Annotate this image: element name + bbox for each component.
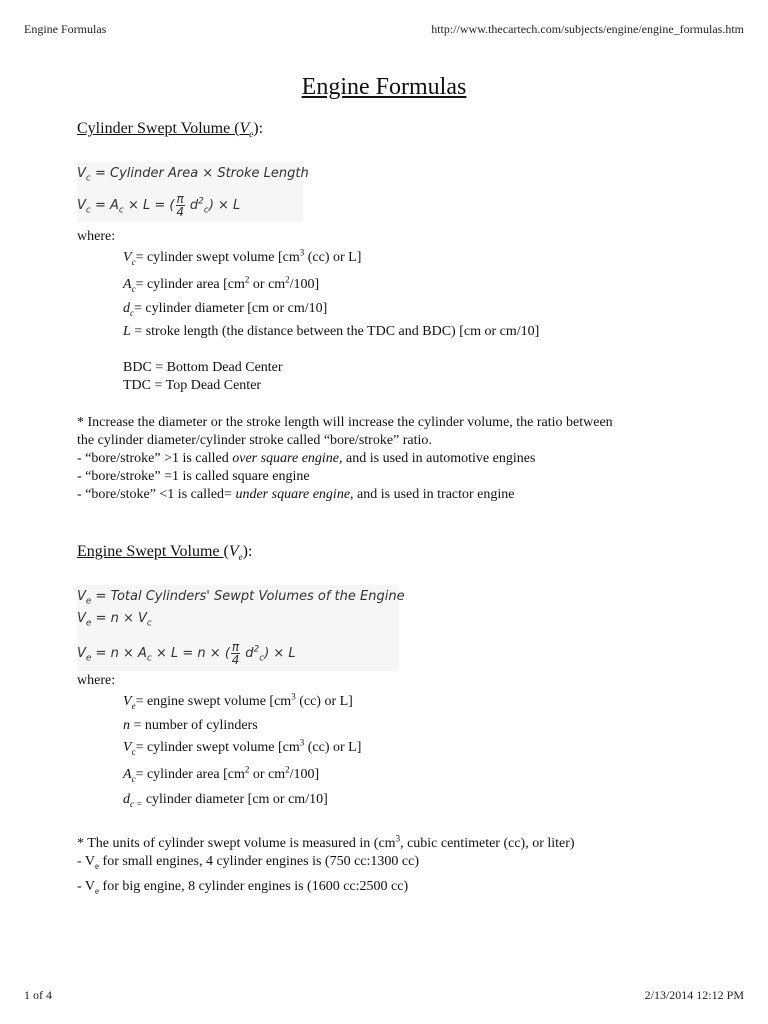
definition-vc: $V_c=$ cylinder swept volume [$cm^3$ (cc) or L] bbox=[123, 247, 362, 267]
header-title: Engine Formulas bbox=[24, 22, 107, 36]
equation-engine-volume-definition: $V_e$ = Total Cylinders' Sewpt Volumes of the Engine bbox=[77, 589, 405, 607]
equation-cylinder-volume-definition: $V_c$ = Cylinder Area × Stroke Length bbox=[77, 166, 309, 184]
equation-cylinder-volume-formula: $V_c = A_c \times L$ = ( $\frac{\pi}{4}$ $d^2_c) \times L$ bbox=[77, 192, 241, 219]
definition-n: n = number of cylinders bbox=[123, 718, 258, 733]
bdc-definition: BDC = Bottom Dead Center bbox=[123, 360, 283, 375]
equation-engine-volume-formula: $V_e = n \times A_c \times L = n$ × ( $\frac{\pi}{4}$ $d^2_c) \times L$ bbox=[77, 640, 296, 667]
tdc-definition: TDC = Top Dead Center bbox=[123, 378, 262, 393]
section-heading-engine-swept-volume: Engine Swept Volume $(V_e)$: bbox=[77, 543, 253, 563]
header-url[interactable]: http://www.thecartech.com/subjects/engine/engine_formulas.htm bbox=[431, 22, 744, 36]
page-title: Engine Formulas bbox=[301, 74, 467, 100]
bullet-over-square: - “bore/stroke” >1 is called over square engine, and is used in automotive engines bbox=[77, 451, 536, 466]
note-line-2: the cylinder diameter/cylinder stroke called “bore/stroke” ratio. bbox=[77, 433, 432, 448]
definition-ac: $A_c=$ cylinder area [$cm^2$ or $cm^2/100$] bbox=[123, 274, 320, 294]
units-note: * The units of cylinder swept volume is measured in ($cm^3$, cubic centimeter (cc), or liter) bbox=[77, 833, 575, 851]
definition-dc-2: $d_{c =}$ cylinder diameter [cm or cm/10] bbox=[123, 792, 328, 809]
definition-vc-2: $V_c=$ cylinder swept volume [$cm^3$ (cc) or L] bbox=[123, 737, 362, 757]
page-number: 1 of 4 bbox=[24, 988, 52, 1002]
definition-ve: $V_e=$ engine swept volume [$cm^3$ (cc) or L] bbox=[123, 691, 353, 711]
section-heading-cylinder-swept-volume: Cylinder Swept Volume $(V_c)$: bbox=[77, 120, 264, 140]
note-line-1: * Increase the diameter or the stroke length will increase the cylinder volume, the ratio between bbox=[77, 415, 613, 430]
where-label: where: bbox=[77, 229, 116, 244]
print-timestamp: 2/13/2014 12:12 PM bbox=[644, 988, 744, 1002]
small-engine-note: - $V_e$ for small engines, 4 cylinder engines is (750 cc:1300 cc) bbox=[77, 854, 419, 871]
definition-dc: $d_c=$ cylinder diameter [cm or cm/10] bbox=[123, 301, 328, 318]
equation-engine-volume-n: $V_e = n \times V_c$ bbox=[77, 611, 152, 629]
where-label-2: where: bbox=[77, 673, 116, 688]
definition-ac-2: $A_c=$ cylinder area [$cm^2$ or $cm^2/100$] bbox=[123, 764, 320, 784]
bullet-under-square: - “bore/stoke” <1 is called= under square engine, and is used in tractor engine bbox=[77, 487, 515, 502]
bullet-square: - “bore/stroke” =1 is called square engine bbox=[77, 469, 310, 484]
big-engine-note: - $V_e$ for big engine, 8 cylinder engines is (1600 cc:2500 cc) bbox=[77, 879, 409, 896]
definition-l: L = stroke length (the distance between the TDC and BDC) [cm or cm/10] bbox=[123, 324, 540, 339]
